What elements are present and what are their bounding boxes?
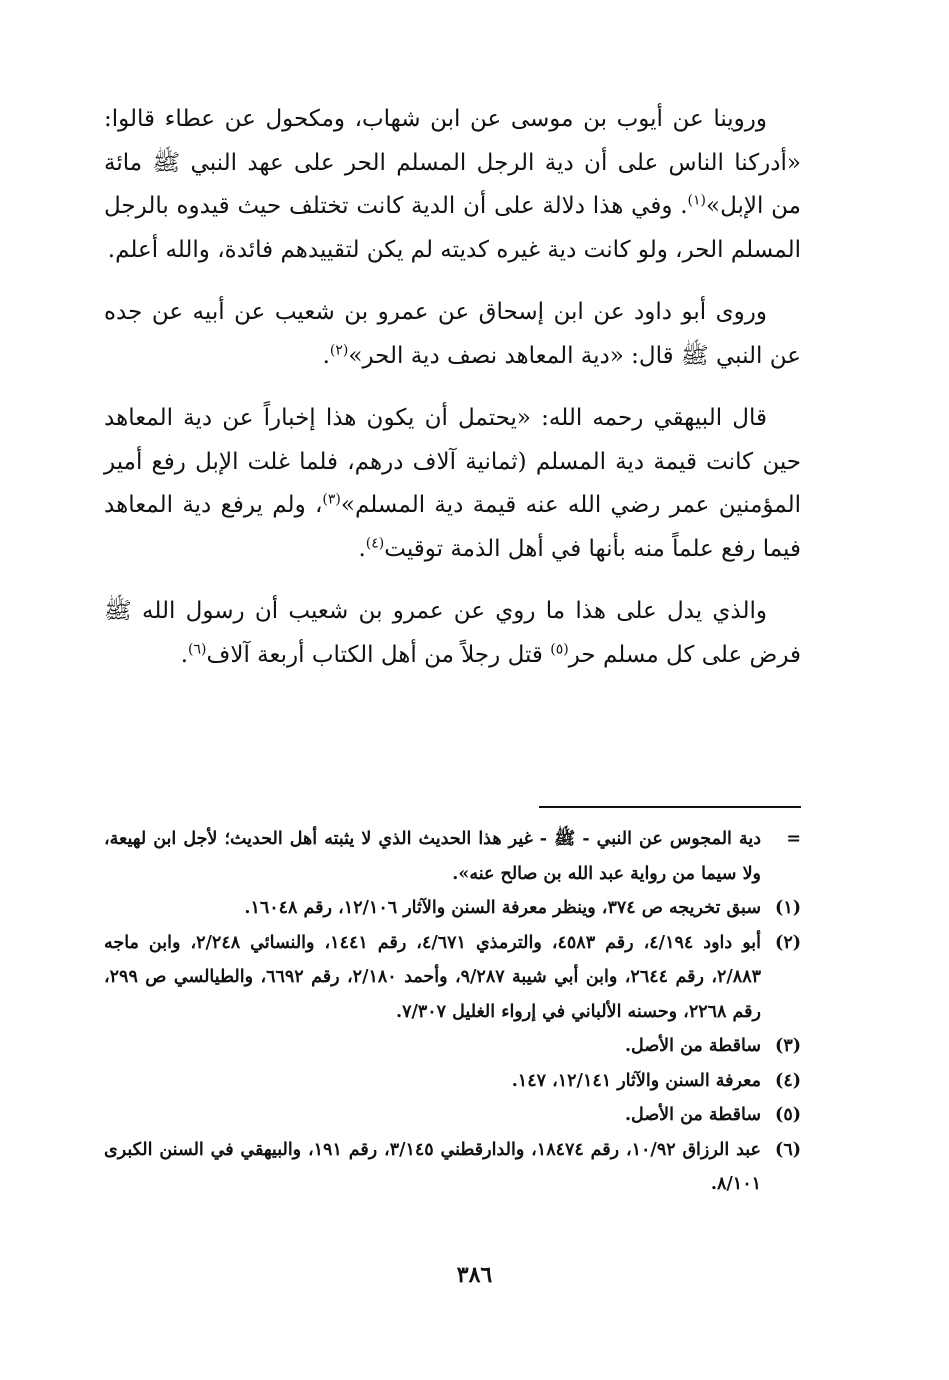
footnote-text: ساقطة من الأصل.: [624, 1036, 761, 1056]
footnote-mark: (٥): [775, 1105, 801, 1125]
footnote-mark: =: [786, 829, 801, 849]
footnote-ref-6: (٦): [188, 640, 207, 657]
footnote-4: [104, 1064, 801, 1099]
footnote-text: عبد الرزاق ١٠/٩٢، رقم ١٨٤٧٤، والدارقطني ٣/١٤٥، رقم ١٩١، والبيهقي في السنن الكبرى ٨/١٠١.: [104, 1139, 761, 1194]
paragraph-1: [104, 98, 801, 272]
footnote-text: دية المجوس عن النبي - ﷺ - غير هذا الحديث الذي لا يثبته أهل الحديث؛ لأجل ابن لهيعة، ولا سيما من رواية عبد الله بن صالح عنه».: [104, 829, 761, 884]
page-number: ٣٨٦: [456, 1262, 493, 1288]
footnote-mark: (٢): [775, 932, 801, 953]
footnote-ref-5: (٥): [550, 640, 569, 657]
footnote-mark: (١): [775, 898, 801, 918]
paragraph-4-text-cont: قتل رجلاً من أهل الكتاب أربعة آلاف: [206, 641, 551, 668]
paragraph-3: [104, 397, 801, 571]
footnote-3: [104, 1029, 801, 1064]
footnote-ref-1: (١): [687, 192, 706, 209]
footnote-text: معرفة السنن والآثار ١٢/١٤١، ١٤٧.: [511, 1070, 761, 1091]
footnote-ref-4: (٤): [365, 534, 385, 551]
footnote-text: سبق تخريجه ص ٣٧٤، وينظر معرفة السنن والآثار ١٢/١٠٦، رقم ١٦٠٤٨.: [244, 898, 761, 918]
footnote-continuation: [104, 822, 801, 891]
paragraph-2-text-cont: .: [322, 342, 330, 369]
footnotes: [104, 822, 801, 1202]
footnote-separator: [539, 806, 801, 808]
footnote-1: [104, 891, 801, 926]
main-text: [104, 98, 801, 696]
footnote-mark: (٤): [775, 1070, 801, 1091]
footnote-mark: (٣): [775, 1036, 801, 1056]
footnote-text: أبو داود ٤/١٩٤، رقم ٤٥٨٣، والترمذي ٤/٦٧١، رقم ١٤٤١، والنسائي ٢/٢٤٨، وابن ماجه ٢/٨٨٣، رقم ٢٦٤٤، وابن أبي شيبة ٩/٢٨٧، وأحمد ٢/١٨٠، رقم ٦٦٩٢، والطيالسي ص ٢٩٩، رقم ٢٢٦٨، وحسنه الألباني في إرواء الغليل ٧/٣٠٧.: [104, 932, 762, 1022]
paragraph-1-text: وروينا عن أيوب بن موسى عن ابن شهاب، ومكحول عن عطاء قالوا: «أدركنا الناس على أن دية الرجل المسلم الحر على عهد النبي ﷺ مائة من الإبل»: [104, 106, 801, 219]
footnote-5: [104, 1098, 801, 1133]
paragraph-4-text-end: .: [180, 641, 189, 668]
footnote-mark: (٦): [775, 1139, 801, 1160]
paragraph-3-text-end: .: [358, 535, 366, 562]
paragraph-3-text-cont: ، ولم يرفع دية المعاهد فيما رفع علماً منه بأنها في أهل الذمة توقيت: [104, 492, 801, 562]
paragraph-1-text-cont: . وفي هذا دلالة على أن الدية كانت تختلف حيث قيدوه بالرجل المسلم الحر، ولو كانت دية غيره كديته لم يكن لتقييدهم فائدة، والله أعلم.: [104, 193, 801, 263]
footnote-ref-3: (٣): [322, 491, 341, 508]
paragraph-2-text: وروى أبو داود عن ابن إسحاق عن عمرو بن شعيب عن أبيه عن جده عن النبي ﷺ قال: «دية المعاهد نصف دية الحر»: [104, 299, 801, 369]
paragraph-4: [104, 590, 801, 677]
footnote-2: [104, 926, 801, 1030]
footnote-6: [104, 1133, 801, 1202]
paragraph-4-text: والذي يدل على هذا ما روي عن عمرو بن شعيب أن رسول الله ﷺ فرض على كل مسلم حر: [104, 598, 801, 668]
paragraph-3-text: قال البيهقي رحمه الله: «يحتمل أن يكون هذا إخباراً عن دية المعاهد حين كانت قيمة دية المسلم (ثمانية آلاف درهم، فلما غلت الإبل رفع أمير المؤمنين عمر رضي الله عنه قيمة دية المسلم»: [104, 405, 801, 518]
footnote-ref-2: (٢): [329, 341, 349, 358]
footnote-text: ساقطة من الأصل.: [624, 1105, 761, 1125]
paragraph-2: [104, 291, 801, 378]
